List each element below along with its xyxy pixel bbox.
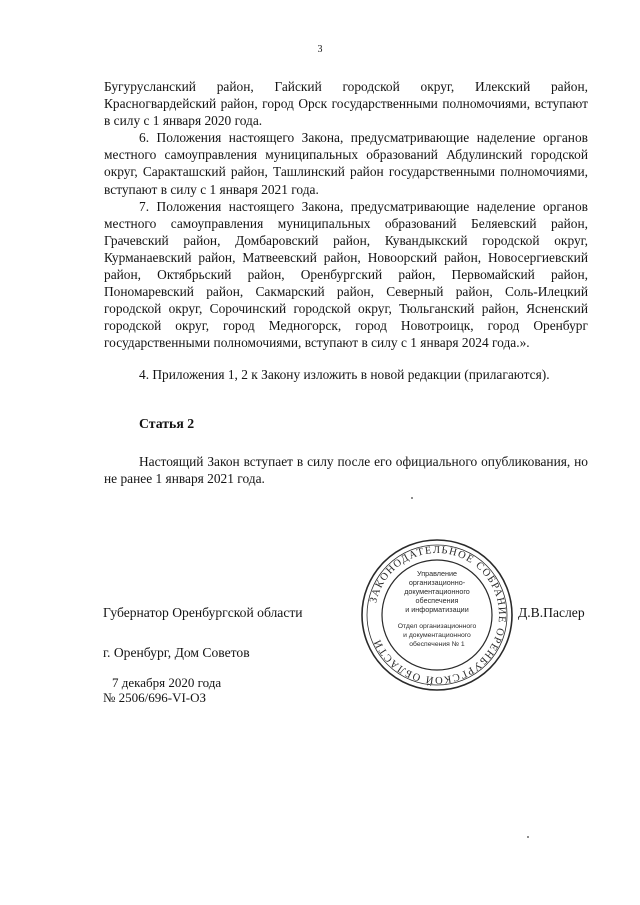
stamp-outer-ring	[362, 540, 512, 690]
signing-place: г. Оренбург, Дом Советов	[103, 645, 250, 660]
official-stamp	[358, 536, 516, 694]
scan-speck	[527, 836, 529, 838]
stamp-line-7: и документационного	[403, 632, 471, 639]
stamp-line-4: обеспечения	[415, 596, 459, 605]
law-text	[104, 78, 588, 383]
stamp-line-6: Отдел организационного	[397, 623, 477, 630]
stamp-line-3: документационного	[404, 587, 470, 596]
stamp-line-8: обеспечения № 1	[409, 641, 465, 648]
governor-name: Д.В.Паслер	[518, 605, 585, 620]
governor-title: Губернатор Оренбургской области	[103, 605, 303, 620]
paragraph-7: 7. Положения настоящего Закона, предусматривающие наделение органов местного самоуправления муниципальных образований Беляевский район, Грачевский район, Домбаровский район, Кувандыкский городской округ, Курманаевский район, Матвеевский район, Новоорский район, Новосергиевский район, Октябрьский район, Оренбургский район, Первомайский район, Пономаревский район, Сакмарский район, Северный район, Соль-Илецкий городской округ, Сорочинский городской округ, Тюльганский район, Ясненский городской округ, город Медногорск, город Новотроицк, город Оренбург государственными полномочиями, вступают в силу с 1 января 2024 года.».	[104, 198, 588, 351]
stamp-line-1: Управление	[417, 569, 457, 578]
paragraph-continuation: Бугурусланский район, Гайский городской округ, Илекский район, Красногвардейский район, город Орск государственными полномочиями, вступают в силу с 1 января 2020 года.	[104, 79, 588, 129]
paragraph-6: 6. Положения настоящего Закона, предусматривающие наделение органов местного самоуправления муниципальных образований Абдулинский городской округ, Саракташский район, Ташлинский район государственными полномочиями, вступают в силу с 1 января 2021 года.	[104, 130, 588, 197]
stamp-ring-text: ЗАКОНОДАТЕЛЬНОЕ СОБРАНИЕ ОРЕНБУРГСКОЙ ОБЛАСТИ	[368, 544, 508, 686]
page-number: 3	[317, 44, 323, 55]
signing-date: 7 декабря 2020 года	[112, 675, 222, 690]
stamp-line-2: организационно-	[408, 578, 466, 587]
scan-speck	[411, 497, 413, 499]
law-number: № 2506/696-VI-ОЗ	[103, 690, 207, 705]
article-2-body: Настоящий Закон вступает в силу после его официального опубликования, но не ранее 1 января 2021 года.	[104, 454, 588, 487]
article-2-text	[104, 453, 588, 487]
article-2-heading: Статья 2	[139, 416, 195, 431]
paragraph-4: 4. Приложения 1, 2 к Закону изложить в новой редакции (прилагаются).	[139, 366, 550, 382]
stamp-line-5: и информатизации	[405, 605, 469, 614]
